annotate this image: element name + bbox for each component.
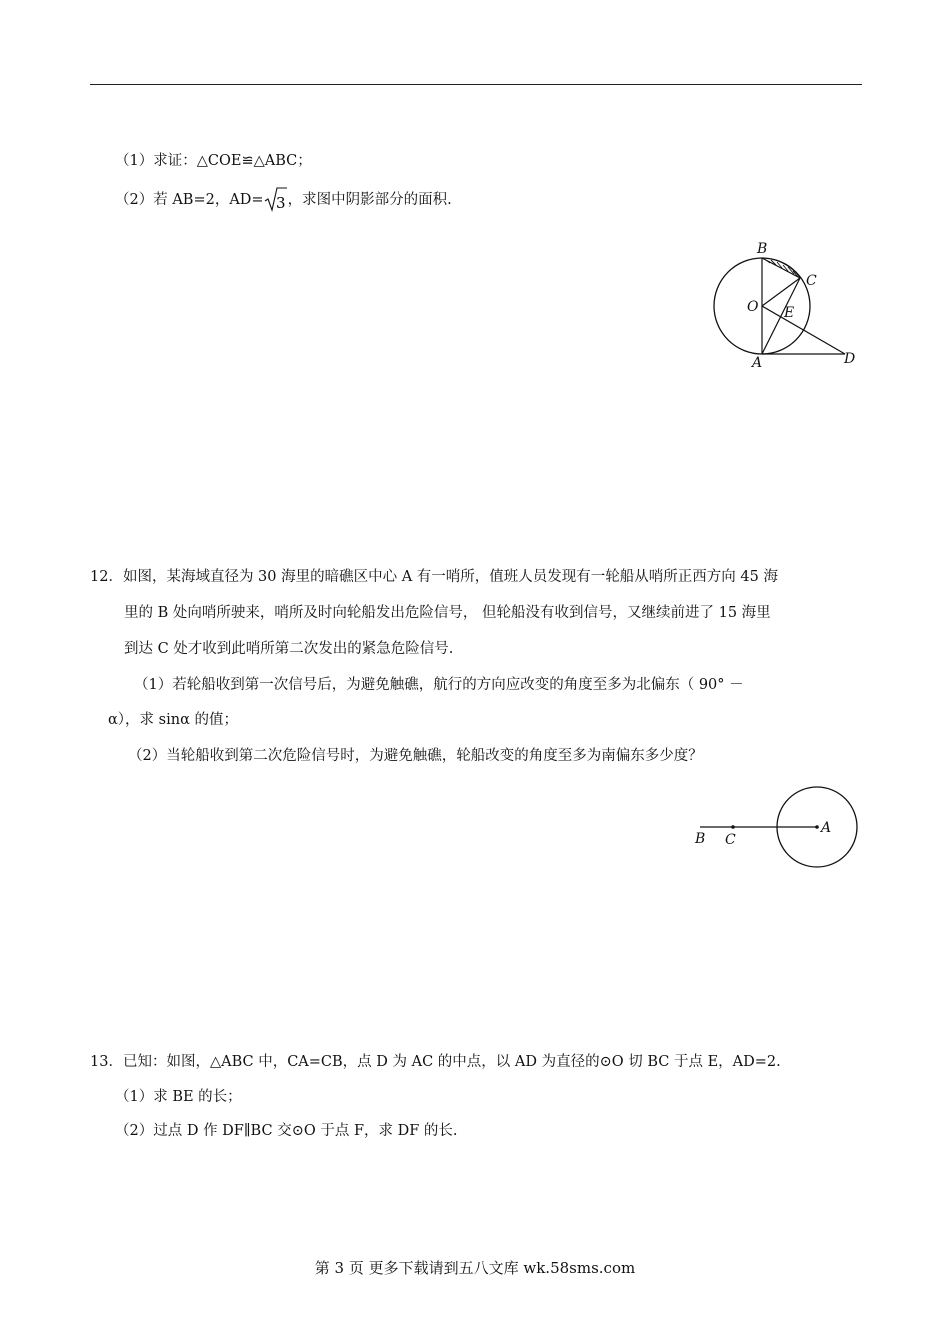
q11-figure — [700, 235, 880, 375]
q12-figure — [688, 782, 868, 872]
segment-oc — [762, 278, 800, 306]
label-e: E — [784, 305, 795, 321]
label-d: D — [844, 351, 856, 367]
point-c — [731, 825, 735, 829]
label-c: C — [725, 832, 736, 848]
q13-stem: 13．已知：如图，△ABC 中，CA=CB，点 D 为 AC 的中点，以 AD 为直径的⊙O 切 BC 于点 E，AD=2. — [90, 1054, 781, 1070]
header-rule — [90, 84, 862, 85]
q12-part1-line2: α），求 sinα 的值； — [108, 712, 238, 728]
q12-part1-line1: （1）若轮船收到第一次信号后，为避免触礁，航行的方向应改变的角度至多为北偏东（ 90° － — [134, 677, 744, 693]
q11-part2-suffix: ，求图中阴影部分的面积. — [287, 192, 452, 208]
label-o: O — [747, 299, 759, 315]
q11-part1: （1）求证：△COE≌△ABC； — [115, 153, 312, 169]
label-a: A — [752, 355, 763, 371]
q12-stem-line3: 到达 C 处才收到此哨所第二次发出的紧急危险信号. — [124, 641, 454, 657]
q13-part1: （1）求 BE 的长； — [115, 1089, 242, 1105]
q13-part2: （2）过点 D 作 DF∥BC 交⊙O 于点 F，求 DF 的长. — [115, 1123, 458, 1139]
label-a: A — [821, 820, 832, 836]
q11-part2 — [115, 186, 452, 218]
q11-part2-prefix: （2）若 AB=2，AD= — [115, 192, 264, 208]
segment-ca — [762, 278, 800, 354]
label-c: C — [806, 273, 817, 289]
q12-stem-line2: 里的 B 处向哨所驶来，哨所及时向轮船发出危险信号， 但轮船没有收到信号，又继续前进了 15 海里 — [124, 605, 771, 621]
sqrt-symbol — [264, 186, 288, 218]
label-b: B — [695, 831, 706, 847]
label-b: B — [757, 241, 768, 257]
point-a — [815, 825, 819, 829]
sqrt-radicand: 3 — [275, 194, 286, 212]
q12-part2: （2）当轮船收到第二次危险信号时，为避免触礁，轮船改变的角度至多为南偏东多少度？ — [128, 748, 703, 764]
segment-bc — [762, 258, 800, 278]
q12-stem-line1: 12．如图，某海域直径为 30 海里的暗礁区中心 A 有一哨所，值班人员发现有一轮船从哨所正西方向 45 海 — [90, 569, 778, 585]
page-footer: 第 3 页 更多下载请到五八文库 wk.58sms.com — [314, 1259, 636, 1277]
